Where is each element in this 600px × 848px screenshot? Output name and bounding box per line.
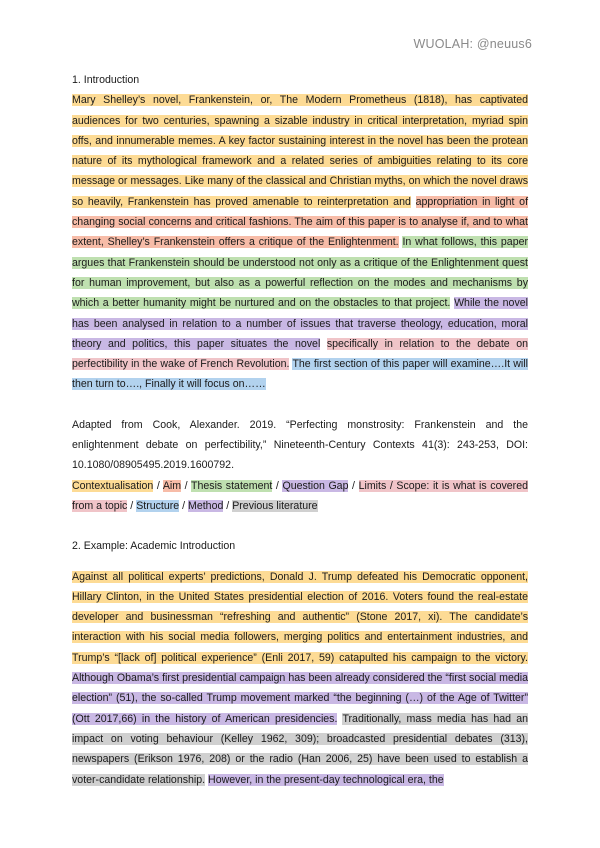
legend-thesis: Thesis statement	[191, 479, 273, 492]
gap-highlight: While the novel has been analysed in relation to a number of issues that traverse theology, education, moral theory and politics, this paper situates the novel	[72, 297, 528, 350]
section-2	[72, 536, 528, 790]
citation: Adapted from Cook, Alexander. 2019. “Perfecting monstrosity: Frankenstein and the enlightenment debate on perfectibility,” Nineteenth-Century Contexts 41(3): 243-253, DOI: 10.1080/08905495.2019.1600792.	[72, 418, 528, 472]
legend-aim: Aim	[162, 479, 182, 492]
contextualisation-highlight: Against all political experts’ predictions, Donald J. Trump defeated his Democratic opponent, Hillary Clinton, in the United States presidential election of 2016. Voters found the real-estate developer and businessman “refreshing and authentic” (Stone 2017, xi). The candidate’s interaction with his social media followers, merging politics and entertainment industries, and Trump’s “[lack of] political experience” (Enli 2017, 59) catapulted his campaign to the victory.	[72, 570, 528, 664]
legend-method: Method	[188, 499, 224, 512]
scope-highlight: specifically in relation to the debate on perfectibility in the wake of French Revolution.	[72, 337, 528, 371]
document-body	[72, 70, 528, 790]
legend-separator: /	[127, 499, 137, 512]
legend-previous: Previous literature	[232, 499, 318, 512]
legend-separator: /	[223, 499, 233, 512]
example-paragraph	[72, 567, 528, 790]
intro-paragraph	[72, 90, 528, 394]
legend-separator: /	[181, 479, 192, 492]
legend-gap: Question Gap	[282, 479, 349, 492]
aim-highlight: appropriation in light of changing social concerns and critical fashions. The aim of this paper is to analyse if, and to what extent, Shelley’s Frankenstein offers a critique of the Enlightenment.	[72, 195, 529, 249]
legend-scope: Limits / Scope: it is what is covered from a topic	[72, 479, 528, 512]
structure-highlight: The first section of this paper will examine….It will then turn to…., Finally it will focus on……	[72, 358, 528, 391]
gap-highlight: Although Obama’s first presidential campaign has been already considered the “first social media election” (51), the so-called Trump movement marked “the beginning (…) of the Age of Twitter” (Ott 2017,66) in the history of American presidencies.	[72, 672, 528, 725]
legend-separator: /	[348, 479, 359, 492]
legend-separator: /	[272, 479, 283, 492]
previous-literature-highlight: Traditionally, mass media has had an impact on voting behaviour (Kelley 1962, 309); broadcasted presidential debates (313), newspapers (Erikson 1976, 208) or the radio (Han 2006, 25) have been used to establish a voter-candidate relationship.	[72, 712, 529, 786]
section-heading: 2. Example: Academic Introduction	[72, 540, 236, 553]
thesis-highlight: In what follows, this paper argues that Frankenstein should be understood not only as a critique of the Enlightenment quest for human improvement, but also as a powerful reflection on the modes and mechanisms by which a better humanity might be nurtured and on the obstacles to that project.	[72, 236, 528, 310]
legend-separator: /	[179, 499, 189, 512]
section-heading: 1. Introduction	[72, 74, 140, 86]
section-1	[72, 70, 528, 395]
contextualisation-highlight: Mary Shelley’s novel, Frankenstein, or, The Modern Prometheus (1818), has captivated audiences for two centuries, spawning a sizable industry in critical interpretation, myriad spin offs, and innumerable memes. A key factor sustaining interest in the novel has been the protean nature of its mythological framework and a related series of ambiguities relating to its core message or messages. Like many of the classical and Christian myths, on which the novel draws so heavily, Frankenstein has proved amenable to reinterpretation and	[72, 94, 528, 208]
watermark: WUOLAH: @neuus6	[413, 37, 532, 51]
legend-structure: Structure	[136, 499, 180, 512]
legend-separator: /	[153, 479, 163, 492]
color-legend	[72, 476, 528, 517]
gap-highlight: However, in the present-day technological era, the	[208, 773, 444, 786]
legend-contextualisation: Contextualisation	[72, 479, 154, 492]
